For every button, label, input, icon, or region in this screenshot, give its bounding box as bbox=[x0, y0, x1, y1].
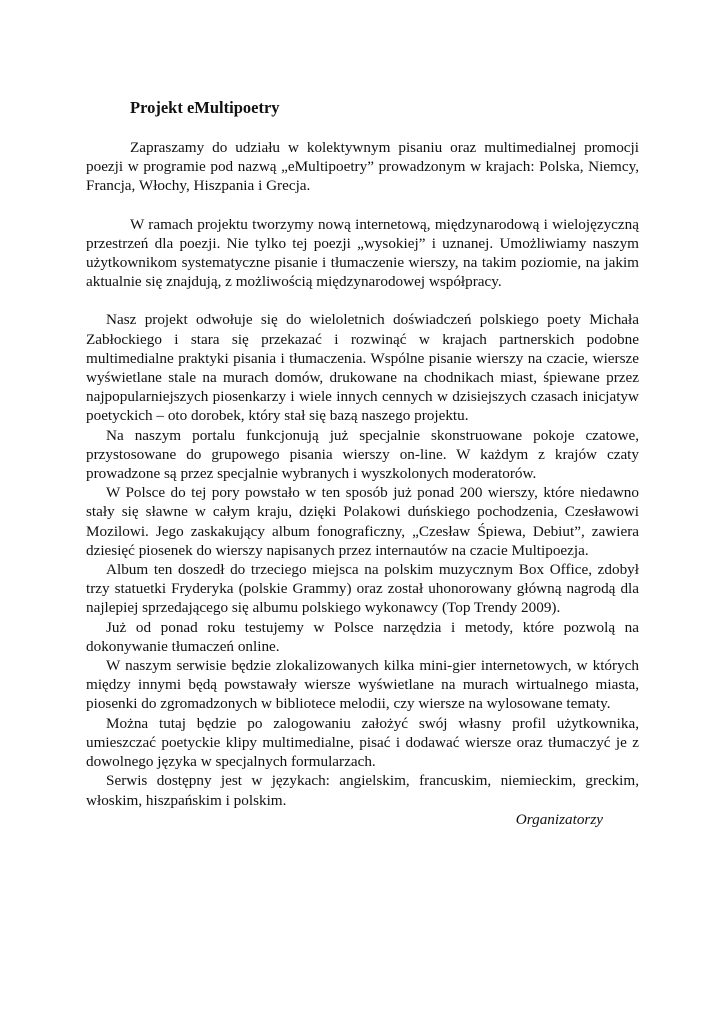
paragraph-mini-games: W naszym serwisie będzie zlokalizowanych kilka mini-gier internetowych, w których między innymi będą powstawały wiersze wyświetlane na murach wirtualnego miasta, piosenki do zgromadzonych w bibliotece melodii, czy wiersze na wylosowane tematy. bbox=[86, 657, 639, 713]
paragraph-translation-tools: Już od ponad roku testujemy w Polsce narzędzia i metody, które pozwolą na dokonywanie tłumaczeń online. bbox=[86, 618, 639, 655]
paragraph-album: Album ten doszedł do trzeciego miejsca na polskim muzycznym Box Office, zdobył trzy statuetki Fryderyka (polskie Grammy) oraz został uhonorowany główną nagrodą dla najlepiej sprzedającego się albumu polskiego wykonawcy (Top Trendy 2009). bbox=[86, 561, 639, 617]
document-page bbox=[86, 98, 639, 829]
paragraph-user-profile: Można tutaj będzie po zalogowaniu założyć swój własny profil użytkownika, umieszczać poetyckie klipy multimedialne, pisać i dodawać wiersze oraz tłumaczyć je z dowolnego języka w specjalnych formularzach. bbox=[86, 714, 639, 771]
document-title: Projekt eMultipoetry bbox=[130, 98, 280, 117]
paragraph-invitation: Zapraszamy do udziału w kolektywnym pisaniu oraz multimedialnej promocji poezji w programie pod nazwą „eMultipoetry” prowadzonym w krajach: Polska, Niemcy, Francja, Włochy, Hiszpania i Grecja. bbox=[86, 139, 639, 195]
paragraph-experience: Nasz projekt odwołuje się do wieloletnich doświadczeń polskiego poety Michała Zabłockiego i stara się przekazać i rozwinąć w krajach partnerskich podobne multimedialne praktyki pisania i tłumaczenia. Wspólne pisanie wierszy na czacie, wiersze wyświetlane stale na murach domów, drukowane na chodnikach miast, śpiewane przez najpopularniejszych piosenkarzy i wiele innych cennych w dzisiejszych czasach inicjatyw poetyckich – oto dorobek, który stał się bazą naszego projektu. bbox=[86, 311, 639, 425]
signature: Organizatorzy bbox=[515, 810, 603, 828]
paragraph-chat-rooms: Na naszym portalu funkcjonują już specjalnie skonstruowane pokoje czatowe, przystosowane do grupowego pisania wierszy on-line. W każdym z krajów czaty prowadzone są przez specjalnie wybranych i wyszkolonych moderatorów. bbox=[86, 426, 639, 483]
paragraph-project-space: W ramach projektu tworzymy nową internetową, międzynarodową i wielojęzyczną przestrzeń dla poezji. Nie tylko tej poezji „wysokiej” i uznanej. Umożliwiamy naszym użytkownikom systematyczne pisanie i tłumaczenie wierszy, na takim poziomie, na jakim aktualnie się znajdują, z możliwością międzynarodowej współpracy. bbox=[86, 215, 639, 291]
paragraph-poland-poems: W Polsce do tej pory powstało w ten sposób już ponad 200 wierszy, które niedawno stały się sławne w całym kraju, dzięki Polakowi duńskiego pochodzenia, Czesławowi Mozilowi. Jego zaskakujący album fonograficzny, „Czesław Śpiewa, Debiut”, zawiera dziesięć piosenek do wierszy napisanych przez internautów na czacie Multipoezja. bbox=[86, 484, 639, 559]
paragraph-languages: Serwis dostępny jest w językach: angielskim, francuskim, niemieckim, greckim, włoskim, hiszpańskim i polskim. bbox=[86, 772, 639, 809]
